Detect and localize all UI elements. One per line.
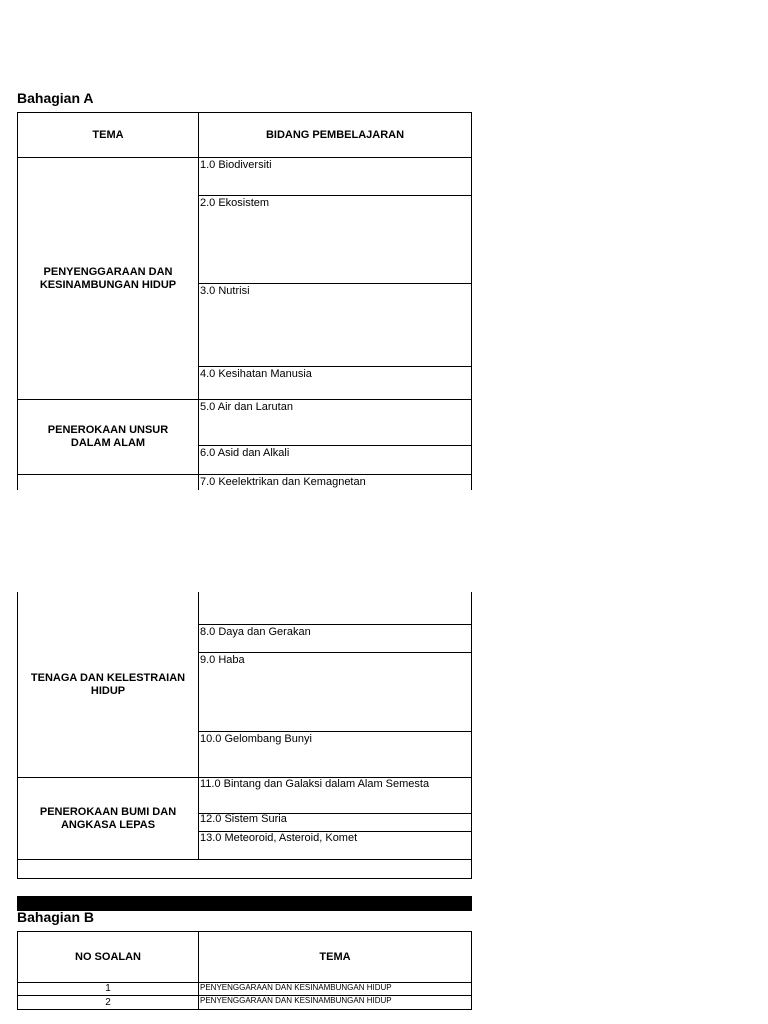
question-number: 2: [17, 995, 199, 1010]
learning-area-item: 6.0 Asid dan Alkali: [198, 445, 472, 475]
theme-cell: PENEROKAAN UNSUR DALAM ALAM: [17, 399, 199, 475]
section-a-title: Bahagian A: [17, 90, 94, 106]
learning-area-item: 9.0 Haba: [198, 652, 472, 732]
learning-area-item: 2.0 Ekosistem: [198, 195, 472, 284]
theme-cell: PENEROKAAN BUMI DAN ANGKASA LEPAS: [17, 777, 199, 860]
learning-area-item: 13.0 Meteoroid, Asteroid, Komet: [198, 831, 472, 860]
page-break-top-fragment: [17, 474, 473, 490]
question-theme: PENYENGGARAAN DAN KESINAMBUNGAN HIDUP: [198, 982, 472, 996]
question-number: 1: [17, 982, 199, 996]
learning-area-item-continued: [198, 592, 472, 625]
learning-area-item: 1.0 Biodiversiti: [198, 157, 472, 196]
header-tema-b: TEMA: [198, 931, 472, 983]
learning-area-item: 7.0 Keelektrikan dan Kemagnetan: [198, 474, 472, 490]
learning-area-item: 11.0 Bintang dan Galaksi dalam Alam Semesta: [198, 777, 472, 814]
learning-area-item: 4.0 Kesihatan Manusia: [198, 366, 472, 400]
header-bidang: BIDANG PEMBELAJARAN: [198, 112, 472, 158]
theme-cell: TENAGA DAN KELESTRAIAN HIDUP: [17, 592, 199, 778]
page-break-bottom-fragment: [17, 592, 473, 778]
learning-area-item: 5.0 Air dan Larutan: [198, 399, 472, 446]
theme-cell: PENYENGGARAAN DAN KESINAMBUNGAN HIDUP: [17, 157, 199, 400]
section-b-title: Bahagian B: [17, 909, 95, 925]
header-no-soalan: NO SOALAN: [17, 931, 199, 983]
header-tema: TEMA: [17, 112, 199, 158]
question-theme: PENYENGGARAAN DAN KESINAMBUNGAN HIDUP: [198, 995, 472, 1010]
learning-area-item: 8.0 Daya dan Gerakan: [198, 624, 472, 653]
theme-cell-fragment: [17, 474, 199, 490]
empty-row: [17, 859, 472, 879]
learning-area-item: 3.0 Nutrisi: [198, 283, 472, 367]
learning-area-item: 10.0 Gelombang Bunyi: [198, 731, 472, 778]
learning-area-item: 12.0 Sistem Suria: [198, 813, 472, 832]
